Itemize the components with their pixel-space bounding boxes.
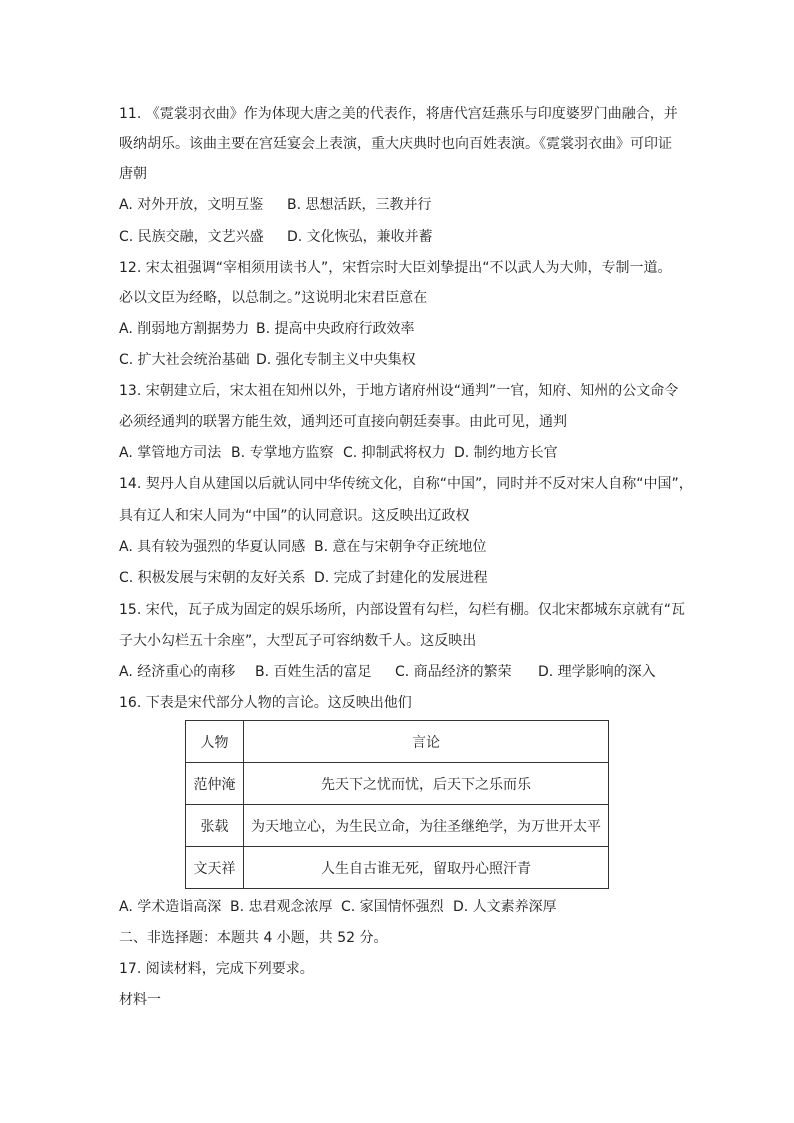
q15-option-a[interactable]: A. 经济重心的南移 <box>119 664 236 680</box>
q13-stem-line1: 13. 宋朝建立后，宋太祖在知州以外，于地方诸府州设“通判”一官，知府、知州的公文命令 <box>119 383 679 399</box>
speech-table <box>185 720 609 889</box>
q11-stem-line1: 11. 《霓裳羽衣曲》作为体现大唐之美的代表作，将唐代宫廷燕乐与印度婆罗门曲融合，并 <box>119 106 678 122</box>
q15-option-d[interactable]: D. 理学影响的深入 <box>538 664 656 680</box>
q14-stem-line2: 具有辽人和宋人同为“中国”的认同意识。这反映出辽政权 <box>119 508 470 524</box>
q13-option-c[interactable]: C. 抑制武将权力 <box>343 445 446 461</box>
q13-stem-line2: 必须经通判的联署方能生效，通判还可直接向朝廷奏事。由此可见，通判 <box>119 414 567 430</box>
q16-option-d[interactable]: D. 人文素养深厚 <box>453 899 557 915</box>
q17-material-label: 材料一 <box>119 992 161 1008</box>
table-row <box>186 805 609 847</box>
q16-option-b[interactable]: B. 忠君观念浓厚 <box>230 899 333 915</box>
q15-stem-line1: 15. 宋代，瓦子成为固定的娱乐场所，内部设置有勾栏，勾栏有棚。仅北宋都城东京就有“瓦 <box>119 602 685 618</box>
q11-options-row1 <box>119 195 432 215</box>
table-cell-person: 范仲淹 <box>186 763 244 805</box>
q13-option-b[interactable]: B. 专掌地方监察 <box>231 445 334 461</box>
q12-option-b[interactable]: B. 提高中央政府行政效率 <box>256 321 415 337</box>
table-cell-quote: 先天下之忧而忧，后天下之乐而乐 <box>244 763 609 805</box>
q12-option-a[interactable]: A. 削弱地方割据势力 <box>119 321 250 337</box>
q12-options-row2 <box>119 350 416 370</box>
q13-option-a[interactable]: A. 掌管地方司法 <box>119 445 222 461</box>
q14-option-d[interactable]: D. 完成了封建化的发展进程 <box>314 570 488 586</box>
table-header-row <box>186 721 609 763</box>
table-header-cell: 言论 <box>244 721 609 763</box>
table-row <box>186 847 609 889</box>
q11-option-b[interactable]: B. 思想活跃，三教并行 <box>287 197 432 213</box>
section-heading: 二、非选择题：本题共 4 小题，共 52 分。 <box>119 930 388 946</box>
q12-stem-line1: 12. 宋太祖强调“宰相须用读书人”，宋哲宗时大臣刘挚提出“不以武人为大帅，专制一道。 <box>119 260 672 276</box>
q14-option-a[interactable]: A. 具有较为强烈的华夏认同感 <box>119 539 306 555</box>
q11-stem-line2: 吸纳胡乐。该曲主要在宫廷宴会上表演，重大庆典时也向百姓表演。《霓裳羽衣曲》可印证 <box>119 136 672 152</box>
q14-stem-line1: 14. 契丹人自从建国以后就认同中华传统文化，自称“中国”，同时并不反对宋人自称“中国”， <box>119 476 693 492</box>
q15-option-c[interactable]: C. 商品经济的繁荣 <box>395 664 512 680</box>
q12-option-c[interactable]: C. 扩大社会统治基础 <box>119 352 250 368</box>
q11-option-d[interactable]: D. 文化恢弘，兼收并蓄 <box>287 229 433 245</box>
q12-option-d[interactable]: D. 强化专制主义中央集权 <box>256 352 416 368</box>
q14-option-c[interactable]: C. 积极发展与宋朝的友好关系 <box>119 570 306 586</box>
table-cell-person: 文天祥 <box>186 847 244 889</box>
q12-stem-line2: 必以文臣为经略，以总制之。”这说明北宋君臣意在 <box>119 290 428 306</box>
q14-option-b[interactable]: B. 意在与宋朝争夺正统地位 <box>314 539 487 555</box>
table-cell-person: 张载 <box>186 805 244 847</box>
q16-stem-line1: 16. 下表是宋代部分人物的言论。这反映出他们 <box>119 695 412 711</box>
q11-option-c[interactable]: C. 民族交融，文艺兴盛 <box>119 229 264 245</box>
q14-options-row2 <box>119 568 488 588</box>
q16-option-c[interactable]: C. 家国情怀强烈 <box>341 899 444 915</box>
q14-options-row1 <box>119 537 487 557</box>
table-cell-quote: 人生自古谁无死，留取丹心照汗青 <box>244 847 609 889</box>
q15-stem-line2: 子大小勾栏五十余座”，大型瓦子可容纳数千人。这反映出 <box>119 633 477 649</box>
q17-stem-line1: 17. 阅读材料，完成下列要求。 <box>119 961 314 977</box>
q15-option-b[interactable]: B. 百姓生活的富足 <box>255 664 372 680</box>
q15-options-row <box>119 662 656 682</box>
q16-option-a[interactable]: A. 学术造诣高深 <box>119 899 222 915</box>
q11-options-row2 <box>119 227 433 247</box>
table-cell-quote: 为天地立心，为生民立命，为往圣继绝学，为万世开太平 <box>244 805 609 847</box>
q12-options-row1 <box>119 319 415 339</box>
q11-option-a[interactable]: A. 对外开放，文明互鉴 <box>119 197 264 213</box>
q16-options-row <box>119 897 557 917</box>
q11-stem-line3: 唐朝 <box>119 166 147 182</box>
table-header-cell: 人物 <box>186 721 244 763</box>
table-row <box>186 763 609 805</box>
q13-option-d[interactable]: D. 制约地方长官 <box>454 445 558 461</box>
q13-options-row <box>119 443 558 463</box>
